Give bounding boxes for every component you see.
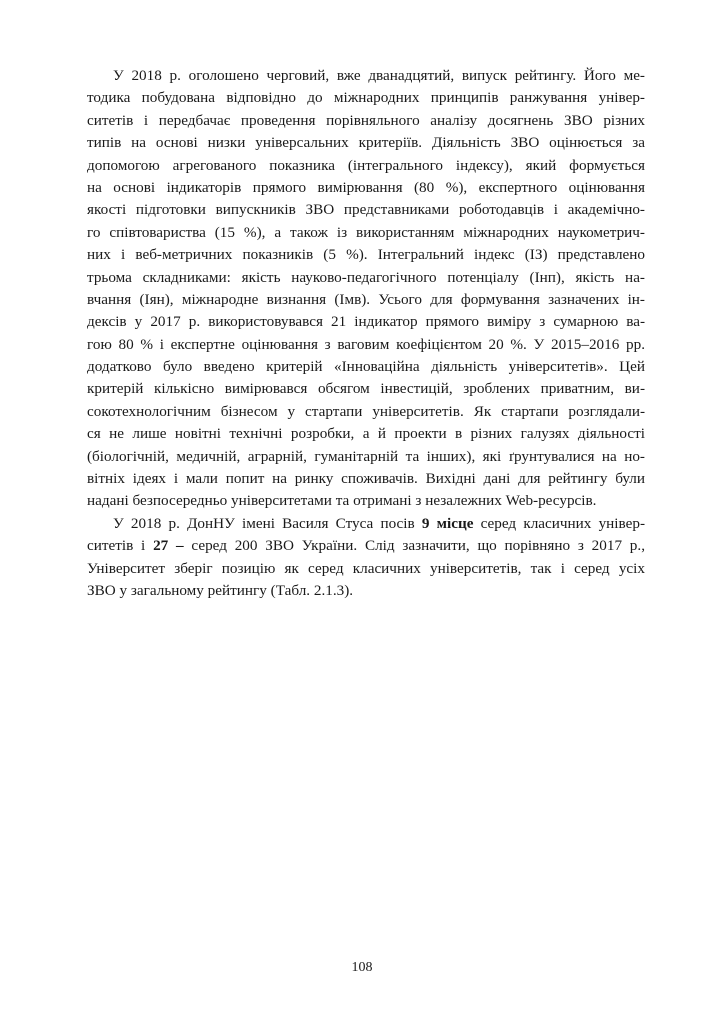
text-line: трьома складниками: якість науково-педагогічного потенціалу (Інп), якість на- bbox=[87, 268, 645, 286]
text-line: дексів у 2017 р. використовувався 21 індикатор прямого виміру з сумарною ва- bbox=[87, 313, 645, 331]
text-line: типів на основі низки універсальних критеріїв. Діяльність ЗВО оцінюється за bbox=[87, 134, 645, 152]
body-text bbox=[87, 65, 645, 602]
paragraph-university-position bbox=[87, 513, 645, 603]
text-line: вчання (Іян), міжнародне визнання (Імв). Усього для формування зазначених ін- bbox=[87, 290, 645, 308]
text-line: (біологічній, медичній, аграрній, гуманітарній та інших), які ґрунтувалися на но- bbox=[87, 447, 645, 465]
text-line bbox=[87, 535, 645, 557]
text-line: У 2018 р. оголошено черговий, вже дванадцятий, випуск рейтингу. Його ме- bbox=[113, 67, 645, 84]
text-line: якості підготовки випускників ЗВО представниками роботодавців і академічно- bbox=[87, 201, 645, 219]
text-line bbox=[87, 513, 645, 535]
text-line: ЗВО у загальному рейтингу (Табл. 2.1.3). bbox=[87, 581, 354, 599]
text-line: ситетів і передбачає проведення порівняльного аналізу досягнень ЗВО різних bbox=[87, 111, 645, 129]
text-line: додатково було введено критерій «Інноваційна діяльність університетів». Цей bbox=[87, 358, 645, 376]
text-line: Університет зберіг позицію як серед класичних університетів, так і серед усіх bbox=[87, 559, 645, 577]
page-number: 108 bbox=[351, 960, 373, 975]
text-line: ся не лише новітні технічні розробки, а й проекти в різних галузях діяльності bbox=[87, 425, 645, 443]
text-line: на основі індикаторів прямого вимірювання (80 %), експертного оцінювання bbox=[87, 178, 645, 196]
text-line: надані безпосередньо університетами та отримані з незалежних Web-ресурсів. bbox=[87, 492, 597, 510]
text-line: вітніх ідеях і мали попит на ринку споживачів. Вихідні дані для рейтингу були bbox=[87, 470, 645, 488]
text-line: тодика побудована відповідно до міжнародних принципів ранжування універ- bbox=[87, 89, 645, 107]
text-line: гою 80 % і експертне оцінювання з ваговим коефіцієнтом 20 %. У 2015–2016 рр. bbox=[87, 335, 645, 353]
highlight-classical-rank: 9 місце bbox=[421, 514, 474, 532]
text-line: критерій кількісно вимірювався обсягом інвестицій, зроблених приватним, ви- bbox=[87, 380, 645, 398]
text-segment: серед 200 ЗВО України. Слід зазначити, що порівняно з 2017 р., bbox=[183, 537, 645, 555]
text-line: них і веб-метричних показників (5 %). Інтегральний індекс (ІЗ) представлено bbox=[87, 246, 645, 264]
highlight-overall-rank: 27 – bbox=[153, 537, 184, 555]
text-segment: серед класичних універ- bbox=[473, 514, 645, 532]
text-segment: ситетів і bbox=[87, 537, 154, 555]
text-line: сокотехнологічним бізнесом у стартапи університетів. Як стартапи розглядали- bbox=[87, 402, 645, 420]
text-line: го співтовариства (15 %), а також із використанням міжнародних наукометрич- bbox=[87, 223, 645, 241]
paragraph-rating-methodology bbox=[87, 65, 645, 513]
text-line: допомогою агрегованого показника (інтегрального індексу), який формується bbox=[87, 156, 645, 174]
text-segment: У 2018 р. ДонНУ імені Василя Стуса посів bbox=[113, 514, 422, 532]
